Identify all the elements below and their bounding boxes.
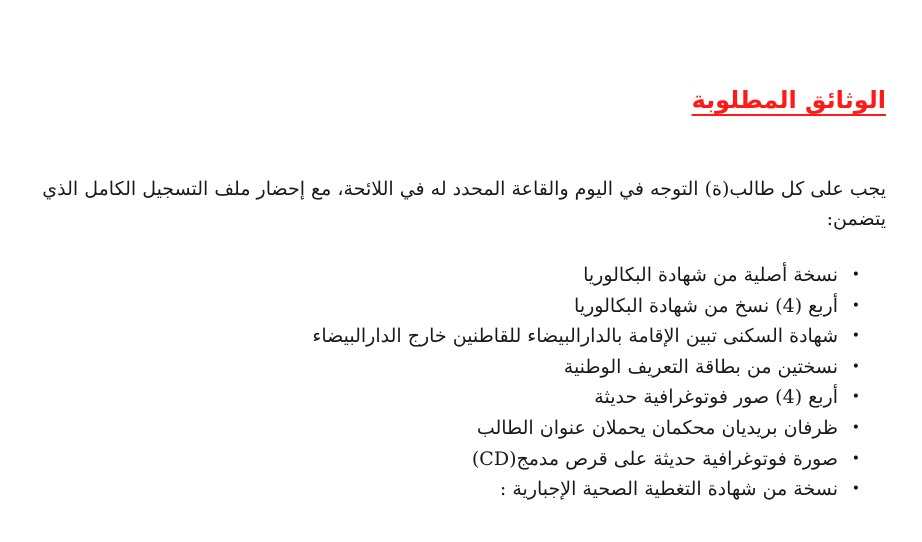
list-item <box>312 474 860 505</box>
list-item-text: أربع (4) نسخ من شهادة البكالوريا <box>574 294 838 317</box>
list-item <box>312 321 860 352</box>
list-item <box>312 413 860 444</box>
bullet-icon: • <box>851 328 860 345</box>
list-item <box>312 382 860 413</box>
bullet-icon: • <box>851 389 860 406</box>
list-item-text: نسخة من شهادة التغطية الصحية الإجبارية : <box>499 478 838 501</box>
bullet-icon: • <box>851 297 860 314</box>
list-item-text: نسخة أصلية من شهادة البكالوريا <box>583 264 838 286</box>
bullet-icon: • <box>851 267 860 283</box>
list-item <box>312 352 860 383</box>
bullet-icon: • <box>851 481 860 498</box>
bullet-icon: • <box>851 358 860 375</box>
list-item-text: أربع (4) صور فوتوغرافية حديثة <box>594 386 838 409</box>
list-item <box>312 291 860 322</box>
list-item-text: شهادة السكنى تبين الإقامة بالدارالبيضاء للقاطنين خارج الدارالبيضاء <box>312 325 838 348</box>
list-item-text: نسختين من بطاقة التعريف الوطنية <box>563 355 838 378</box>
bullet-icon: • <box>851 419 860 436</box>
list-item-text: صورة فوتوغرافية حديثة على قرص مدمج(CD) <box>471 447 838 470</box>
list-item <box>312 444 860 475</box>
bullet-icon: • <box>851 450 860 467</box>
required-documents-list <box>312 260 860 505</box>
list-item <box>312 260 860 291</box>
intro-paragraph: يجب على كل طالب(ة) التوجه في اليوم والقاعة المحدد له في اللائحة، مع إحضار ملف التسجيل الكامل الذي يتضمن: <box>42 178 886 230</box>
section-title: الوثائق المطلوبة <box>691 86 886 114</box>
list-item-text: ظرفان بريديان محكمان يحملان عنوان الطالب <box>476 416 838 439</box>
